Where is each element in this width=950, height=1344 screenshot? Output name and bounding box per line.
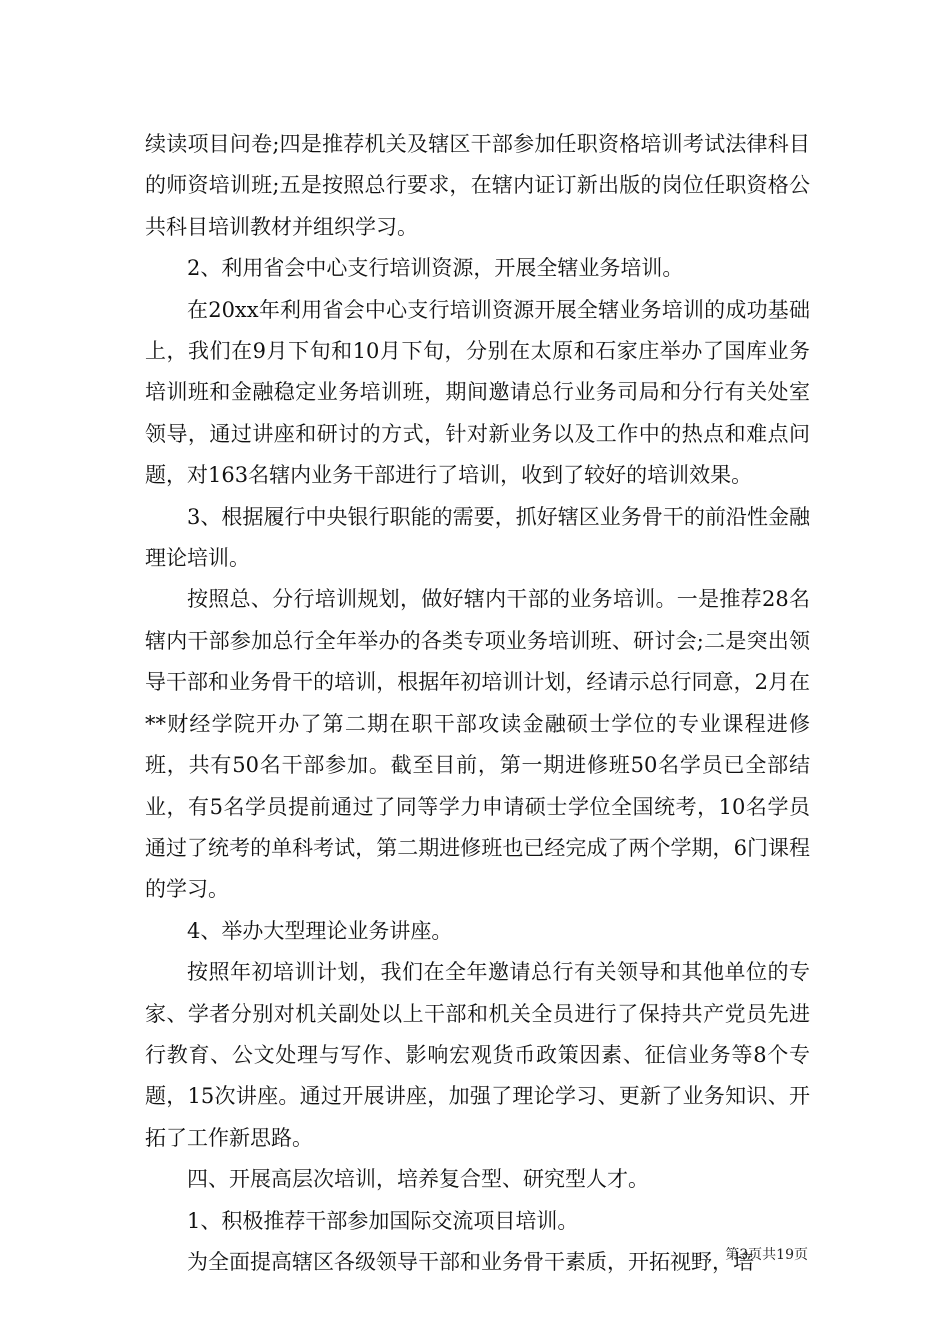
- body-text: [145, 124, 810, 1283]
- paragraph-10: 为全面提高辖区各级领导干部和业务骨干素质，开拓视野，培: [187, 1249, 754, 1274]
- paragraph-9-heading: 1、积极推荐干部参加国际交流项目培训。: [187, 1208, 579, 1233]
- paragraph-6-heading: 4、举办大型理论业务讲座。: [187, 918, 453, 943]
- paragraph-1: 续读项目问卷;四是推荐机关及辖区干部参加任职资格培训考试法律科目的师资培训班;五是按照总行要求，在辖内证订新出版的岗位任职资格公共科目培训教材并组织学习。: [145, 132, 810, 239]
- paragraph-7: 按照年初培训计划，我们在全年邀请总行有关领导和其他单位的专家、学者分别对机关副处以上干部和机关全员进行了保持共产党员先进行教育、公文处理与写作、影响宏观货币政策因素、征信业务等8个专题，15次讲座。通过开展讲座，加强了理论学习、更新了业务知识、开拓了工作新思路。: [145, 960, 810, 1150]
- paragraph-3: 在20xx年利用省会中心支行培训资源开展全辖业务培训的成功基础上，我们在9月下旬和10月下旬，分别在太原和石家庄举办了国库业务培训班和金融稳定业务培训班，期间邀请总行业务司局和分行有关处室领导，通过讲座和研讨的方式，针对新业务以及工作中的热点和难点问题，对163名辖内业务干部进行了培训，收到了较好的培训效果。: [145, 297, 810, 488]
- paragraph-2-heading: 2、利用省会中心支行培训资源，开展全辖业务培训。: [187, 256, 684, 281]
- paragraph-4-heading: 3、根据履行中央银行职能的需要，抓好辖区业务骨干的前沿性金融理论培训。: [145, 504, 810, 571]
- page-number: 第3页共19页: [725, 1247, 808, 1263]
- paragraph-8-section-heading: 四、开展高层次培训，培养复合型、研究型人才。: [187, 1167, 649, 1192]
- paragraph-5: 按照总、分行培训规划，做好辖内干部的业务培训。一是推荐28名辖内干部参加总行全年举办的各类专项业务培训班、研讨会;二是突出领导干部和业务骨干的培训，根据年初培训计划，经请示总行同意，2月在**财经学院开办了第二期在职干部攻读金融硕士学位的专业课程进修班，共有50名干部参加。截至目前，第一期进修班50名学员已全部结业，有5名学员提前通过了同等学力申请硕士学位全国统考，10名学员通过了统考的单科考试，第二期进修班也已经完成了两个学期，6门课程的学习。: [145, 587, 810, 902]
